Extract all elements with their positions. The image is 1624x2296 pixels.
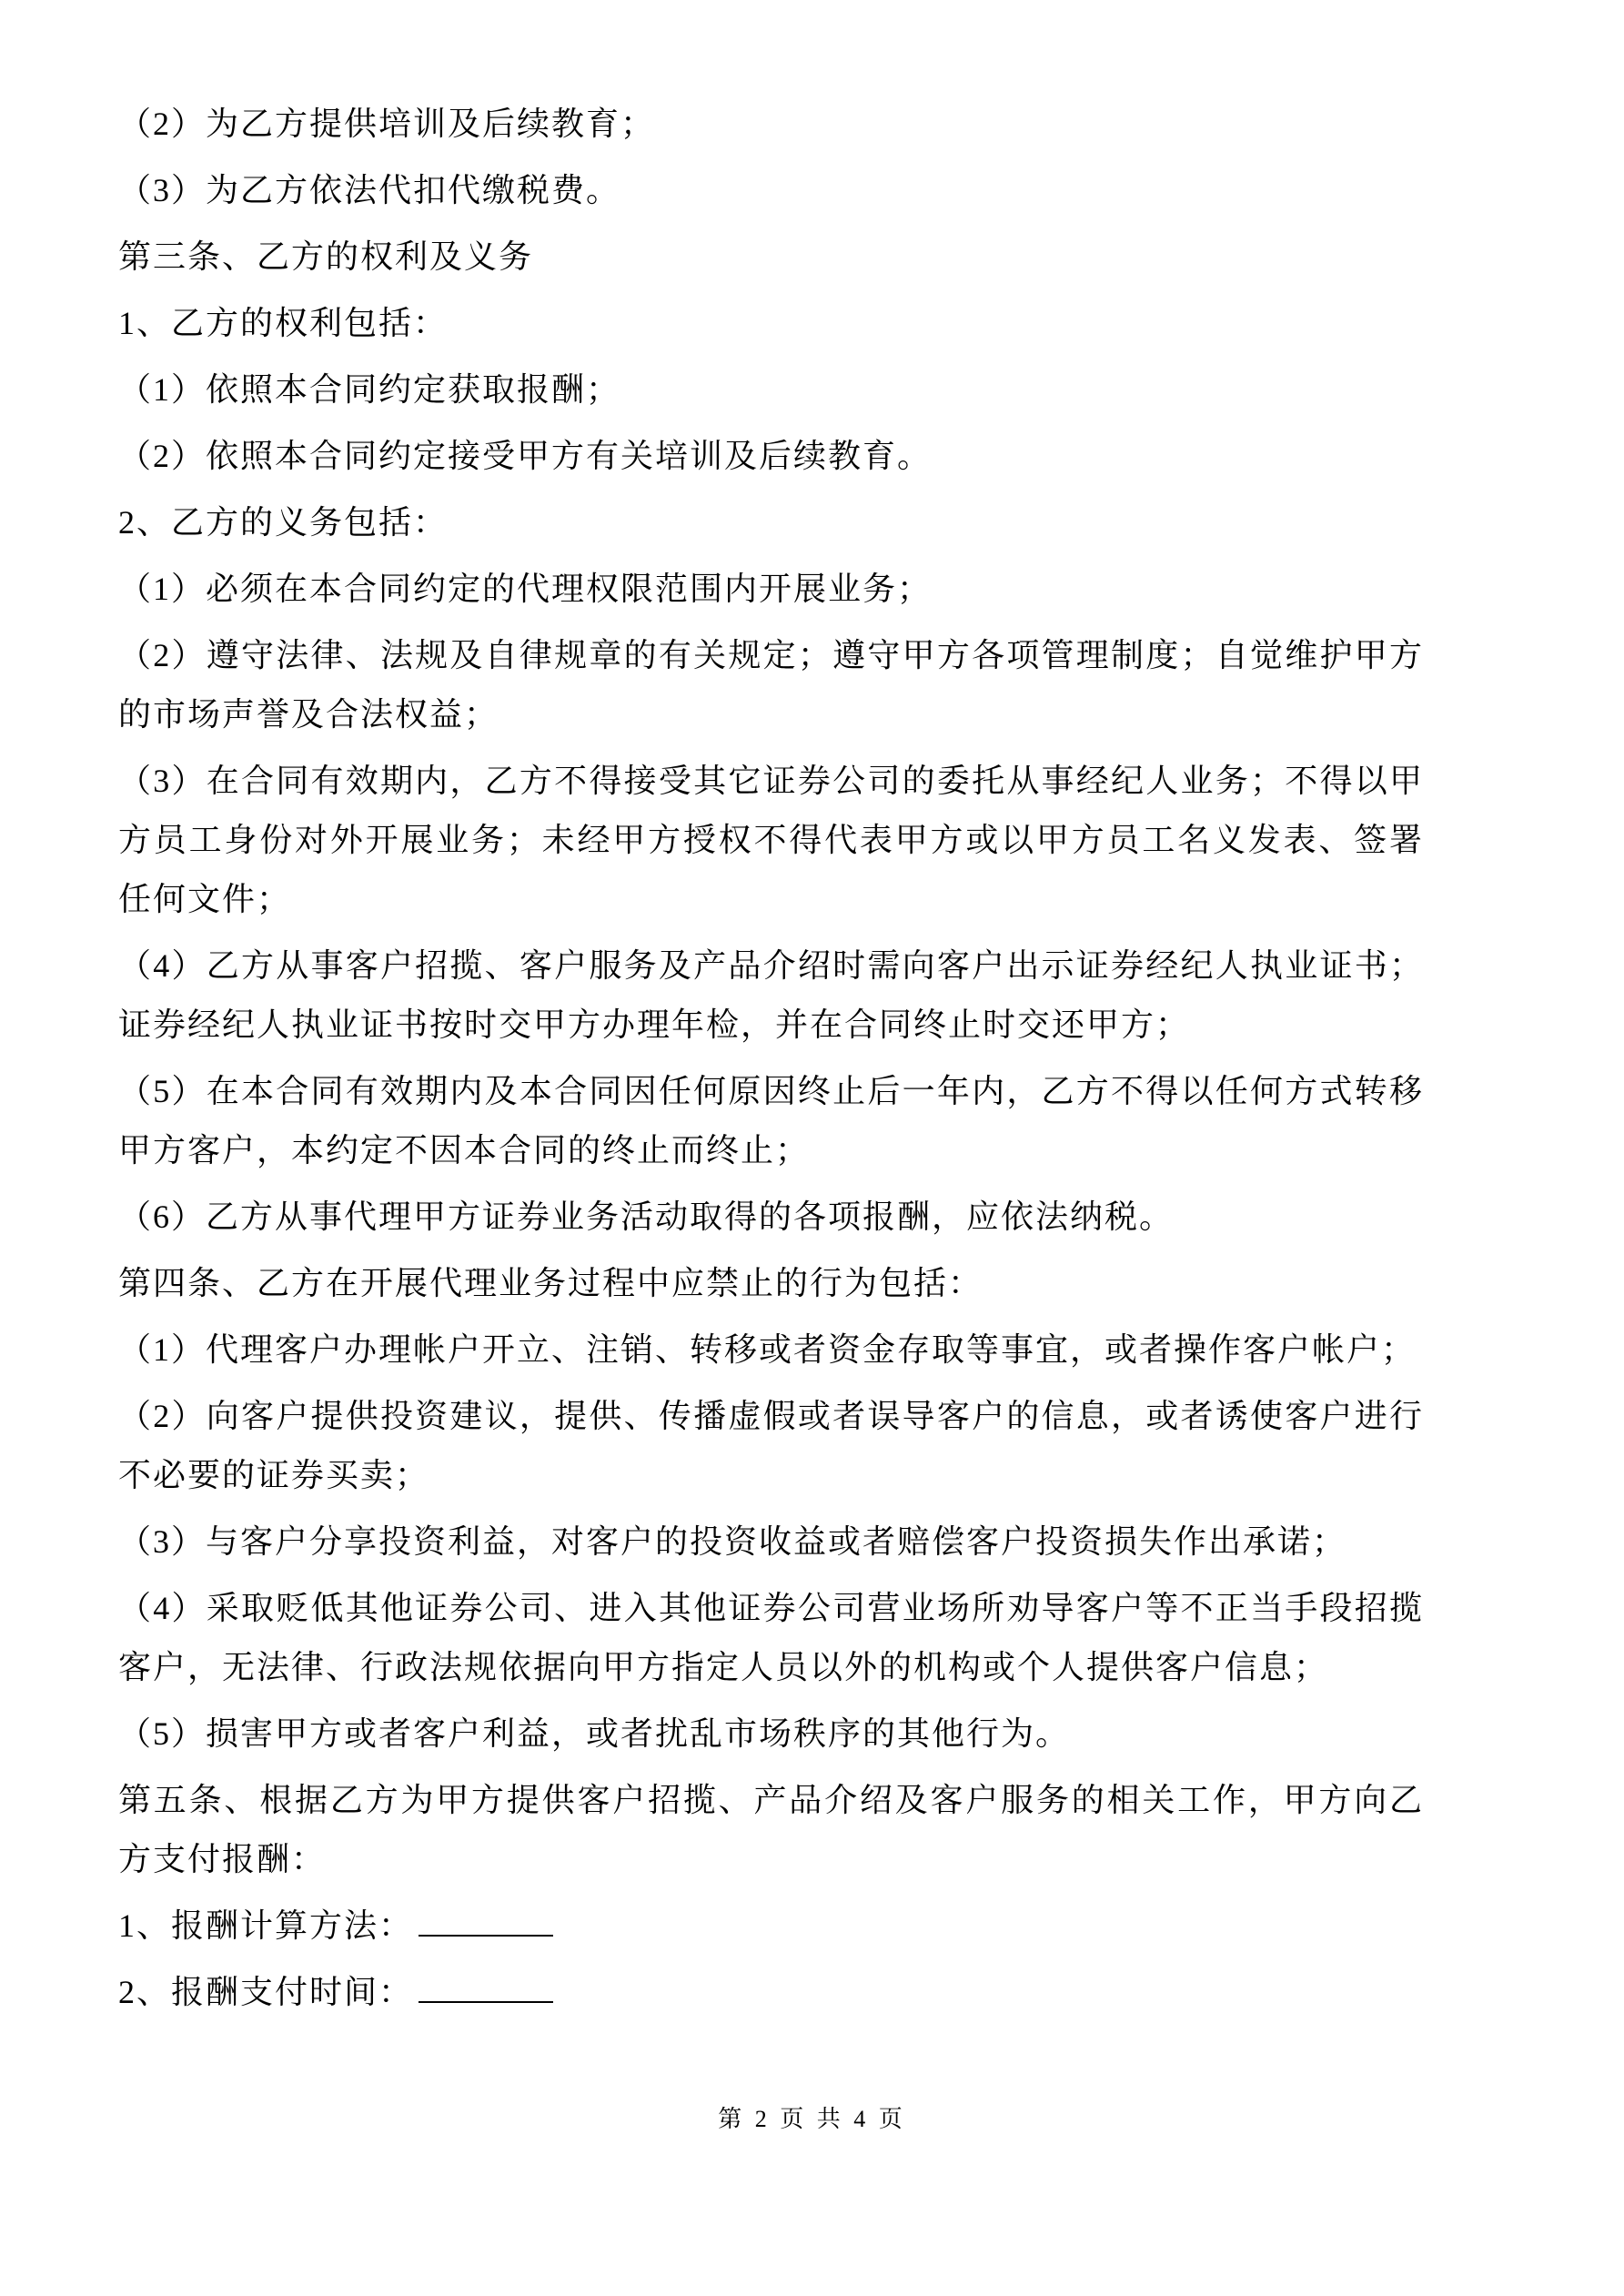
- paragraph: （4）采取贬低其他证券公司、进入其他证券公司营业场所劝导客户等不正当手段招揽客户，无法律、行政法规依据向甲方指定人员以外的机构或个人提供客户信息；: [118, 1590, 1424, 1685]
- clause-heading: 第五条、根据乙方为甲方提供客户招揽、产品介绍及客户服务的相关工作，甲方向乙方支付报酬：: [118, 1782, 1424, 1877]
- paragraph: （1）依照本合同约定获取报酬；: [118, 371, 621, 408]
- fill-in-blank: [419, 1900, 553, 1937]
- paragraph: （3）为乙方依法代扣代缴税费。: [118, 172, 621, 208]
- paragraph: （3）与客户分享投资利益，对客户的投资收益或者赔偿客户投资损失作出承诺；: [118, 1523, 1347, 1560]
- paragraph: （5）损害甲方或者客户利益，或者扰乱市场秩序的其他行为。: [118, 1715, 1071, 1752]
- document-content: [118, 95, 1424, 2029]
- paragraph: （2）向客户提供投资建议，提供、传播虚假或者误导客户的信息，或者诱使客户进行不必要的证券买卖；: [118, 1398, 1424, 1493]
- clause-heading: 第四条、乙方在开展代理业务过程中应禁止的行为包括：: [118, 1265, 983, 1301]
- paragraph: 2、乙方的义务包括：: [118, 504, 449, 541]
- paragraph: （2）为乙方提供培训及后续教育；: [118, 106, 656, 142]
- fill-in-blank: [419, 1967, 553, 2003]
- paragraph: （1）必须在本合同约定的代理权限范围内开展业务；: [118, 571, 933, 607]
- paragraph: （1）代理客户办理帐户开立、注销、转移或者资金存取等事宜，或者操作客户帐户；: [118, 1331, 1417, 1368]
- paragraph: （2）遵守法律、法规及自律规章的有关规定；遵守甲方各项管理制度；自觉维护甲方的市场声誉及合法权益；: [118, 637, 1424, 733]
- paragraph: 1、乙方的权利包括：: [118, 305, 449, 341]
- paragraph: （2）依照本合同约定接受甲方有关培训及后续教育。: [118, 438, 933, 474]
- paragraph-label: 2、报酬支付时间：: [118, 1974, 414, 2010]
- paragraph: （5）在本合同有效期内及本合同因任何原因终止后一年内，乙方不得以任何方式转移甲方客户，本约定不因本合同的终止而终止；: [118, 1073, 1424, 1168]
- paragraph-label: 1、报酬计算方法：: [118, 1907, 414, 1944]
- paragraph-with-blank: [118, 1963, 1424, 2022]
- paragraph: （6）乙方从事代理甲方证券业务活动取得的各项报酬，应依法纳税。: [118, 1199, 1175, 1235]
- paragraph-with-blank: [118, 1896, 1424, 1956]
- paragraph: （3）在合同有效期内，乙方不得接受其它证券公司的委托从事经纪人业务；不得以甲方员工身份对外开展业务；未经甲方授权不得代表甲方或以甲方员工名义发表、签署任何文件；: [118, 763, 1424, 917]
- page-footer: 第 2 页 共 4 页: [718, 2106, 906, 2132]
- clause-heading: 第三条、乙方的权利及义务: [118, 238, 534, 275]
- paragraph: （4）乙方从事客户招揽、客户服务及产品介绍时需向客户出示证券经纪人执业证书；证券经纪人执业证书按时交甲方办理年检，并在合同终止时交还甲方；: [118, 947, 1424, 1043]
